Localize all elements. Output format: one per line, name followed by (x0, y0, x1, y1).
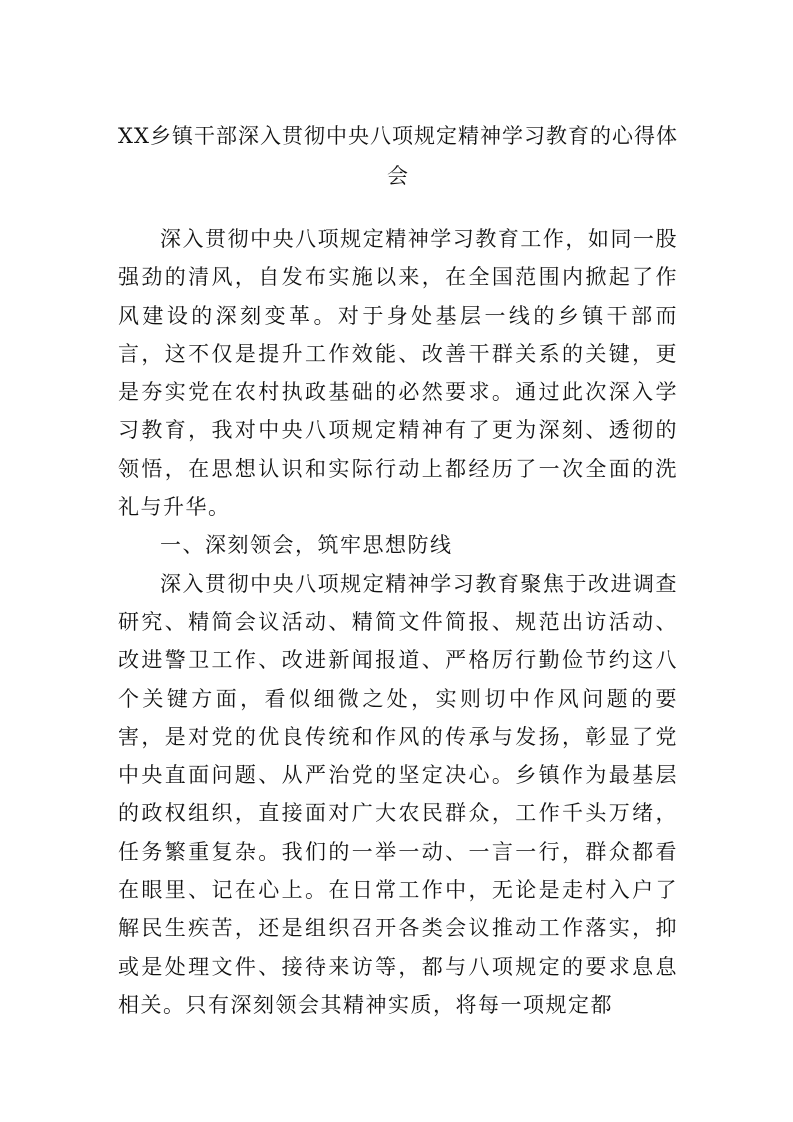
section-heading-1: 一、深刻领会，筑牢思想防线 (160, 533, 453, 558)
paragraph-section-1: 深入贯彻中央八项规定精神学习教育聚焦于改进调查研究、精简会议活动、精简文件简报、规范出访活动、改进警卫工作、改进新闻报道、严格厉行勤俭节约这八个关键方面，看似细微之处，实则切中作风问题的要害，是对党的优良传统和作风的传承与发扬，彰显了党中央直面问题、从严治党的坚定决心。乡镇作为最基层的政权组织，直接面对广大农民群众，工作千头万绪，任务繁重复杂。我们的一举一动、一言一行，群众都看在眼里、记在心上。在日常工作中，无论是走村入户了解民生疾苦，还是组织召开各类会议推动工作落实，抑或是处理文件、接待来访等，都与八项规定的要求息息相关。只有深刻领会其精神实质，将每一项规定都 (118, 571, 678, 1017)
document-body (118, 220, 678, 1024)
document-title: XX乡镇干部深入贯彻中央八项规定精神学习教育的心得体会 (118, 124, 678, 188)
paragraph-intro: 深入贯彻中央八项规定精神学习教育工作，如同一股强劲的清风，自发布实施以来，在全国范围内掀起了作风建设的深刻变革。对于身处基层一线的乡镇干部而言，这不仅是提升工作效能、改善干群关系的关键，更是夯实党在农村执政基础的必然要求。通过此次深入学习教育，我对中央八项规定精神有了更为深刻、透彻的领悟，在思想认识和实际行动上都经历了一次全面的洗礼与升华。 (118, 227, 678, 520)
